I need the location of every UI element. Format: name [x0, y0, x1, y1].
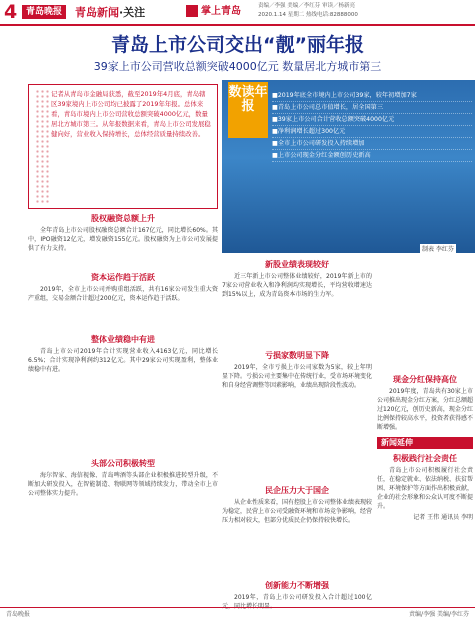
section-name: 青岛新闻·关注 [75, 6, 146, 19]
stat-item: ■全市上市公司研发投入持续增加 [272, 138, 472, 150]
stat-item: ■上市公司现金分红金额创历史新高 [272, 150, 472, 162]
article-text: 青岛上市公司积极履行社会责任，在稳定就业、依法纳税、扶贫帮困、环境保护等方面作出积极贡献，企业的社会形象和公众认可度不断提升。 记者 王伟 通讯员 李明 [377, 467, 474, 521]
stat-item: ■净利润增长超过300亿元 [272, 126, 472, 138]
news-bar: 新闻延伸 [377, 437, 473, 449]
section-heading: 亏损家数明显下降 [265, 351, 329, 360]
article-text: 2019年度，青岛共有30家上市公司推出现金分红方案，分红总额超过120亿元，创历史新高，现金分红比例保持较高水平，投资者获得感不断增强。 [377, 388, 474, 431]
app-logo: 掌上青岛 [186, 4, 252, 19]
article-text: 海尔智家、海信视像、青岛啤酒等头部企业积极推进转型升级，不断加大研发投入，在智能制造、物联网等领域持续发力，带动全市上市公司整体实力提升。 [28, 472, 218, 497]
page-headline: 青岛上市公司交出“靓”丽年报 [111, 34, 364, 56]
page-number: 4 [4, 1, 18, 23]
stat-item: ■39家上市公司合计营收总额突破4000亿元 [272, 114, 472, 126]
feature-stamp: 数读年报 [228, 82, 268, 138]
masthead [0, 0, 475, 26]
section-heading: 积极践行社会责任 [393, 454, 457, 463]
lead-pattern [35, 89, 49, 204]
section-heading: 整体业绩稳中有进 [91, 335, 155, 344]
section-heading: 头部公司积极转型 [91, 459, 155, 468]
section-heading: 现金分红保持高位 [393, 375, 457, 384]
stat-item: ■2019年底全市境内上市公司39家，较年初增加7家 [272, 90, 472, 102]
masthead-meta: 责编／李强 美编／李红芬 审读／杨新亮 2020.1.14 星期二 热线电话:82888000 [258, 3, 358, 18]
lead-box [28, 84, 218, 209]
byline: 记者 王伟 通讯员 李明 [413, 514, 473, 521]
paper-logo: 青岛晚报 [22, 5, 66, 19]
stat-item: ■青岛上市公司总市值增长，居全国第三 [272, 102, 472, 114]
lead-text: 记者从青岛市金融局获悉，截至2019年4月底，青岛辖区39家境内上市公司均已披露了2019年年报。总体来看，青岛市境内上市公司营收总额突破4000亿元，数量居北方城市第三。从年报数据来看，青岛上市公司发展稳健向好，营业收入保持增长，总体经营质量持续改善。 [51, 90, 211, 138]
article-text: 2019年，青岛上市公司研发投入合计超过100亿元，同比增长明显。 [222, 594, 372, 610]
app-logo-icon [186, 5, 198, 17]
section-heading: 新股业绩表现较好 [265, 260, 329, 269]
footer-right: 责编/李强 美编/李红芬 [409, 611, 469, 618]
article-text: 2019年，全市亏损上市公司家数为5家，较上年明显下降。亏损公司主要集中在传统行业，受市场环境变化和自身经营调整等因素影响，业绩出现阶段性波动。 [222, 364, 373, 389]
section-heading: 股权融资总额上升 [91, 214, 155, 223]
photo-credit: 制表 李红芬 [422, 246, 454, 253]
article-text: 从企业性质来看，国有控股上市公司整体业绩表现较为稳定，民营上市公司受融资环境和市场竞争影响，经营压力相对较大，但部分优质民企仍保持较快增长。 [222, 499, 373, 524]
section-heading: 创新能力不断增强 [265, 581, 329, 590]
stats-list [272, 90, 472, 162]
article-text: 2019年，全市上市公司并购重组活跃，共有16家公司发生重大资产重组，交易金额合计超过200亿元，资本运作趋于活跃。 [28, 286, 218, 302]
article-text: 近三年新上市公司整体业绩较好，2019年新上市的7家公司营业收入和净利润均实现增长，平均营收增速达到15%以上，成为青岛资本市场的生力军。 [222, 273, 372, 298]
section-heading: 资本运作趋于活跃 [91, 273, 155, 282]
page-footer [0, 607, 475, 621]
section-heading: 民企压力大于国企 [265, 486, 329, 495]
page-subhead: 39家上市公司营收总额突破4000亿元 数量居北方城市第三 [93, 60, 382, 73]
footer-left: 青岛晚报 [6, 611, 31, 618]
article-text: 青岛上市公司2019年合计实现营业收入4163亿元，同比增长6.5%；合计实现净利润约312亿元。其中29家公司实现盈利，整体业绩稳中有进。 [28, 348, 218, 373]
article-text: 全年青岛上市公司股权融资总额合计167亿元，同比增长60%。其中，IPO融资12亿元，增发融资155亿元。股权融资为上市公司发展提供了有力支持。 [28, 227, 218, 252]
